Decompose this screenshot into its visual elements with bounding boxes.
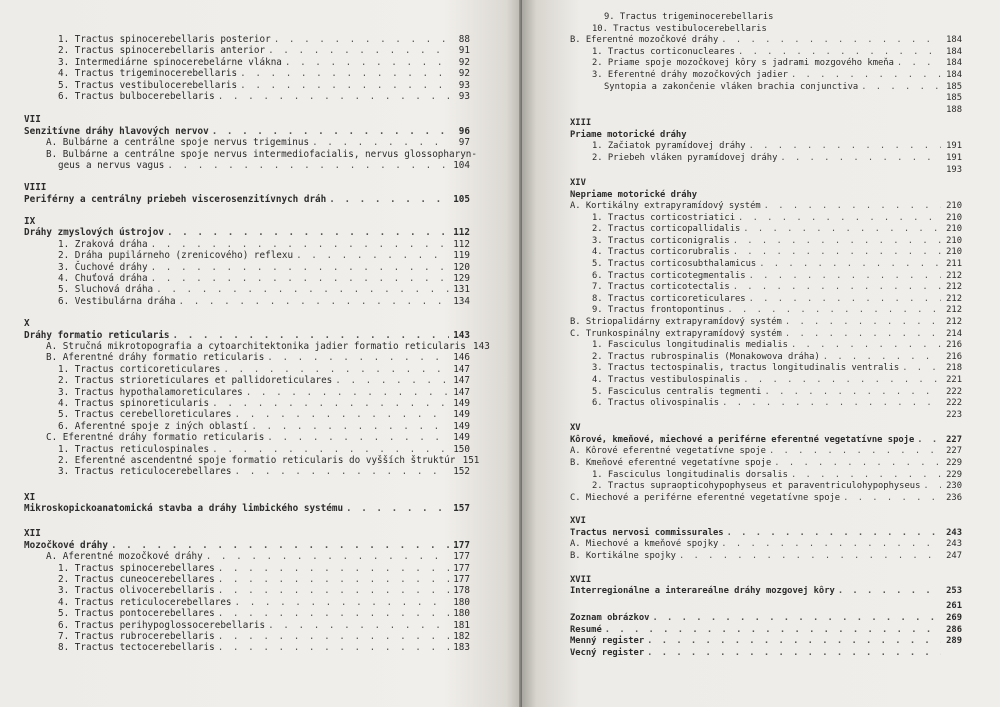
toc-entry: 1. Tractus corticonucleares . . . 184: [570, 47, 962, 59]
toc-entry: geus a nervus vagus . . . 104: [24, 160, 470, 171]
toc-entry: 1. Začiatok pyramídovej dráhy . . . 191: [570, 141, 962, 153]
chapter-number: XIV: [570, 178, 586, 189]
back-matter: [570, 601, 962, 659]
chapter-number: VII: [24, 114, 41, 126]
toc-entry: 1. Tractus spinocerebellaris posterior . . . 88: [24, 34, 470, 45]
toc-entry: 5. Sluchová dráha . . . 131: [24, 284, 470, 295]
chapter-viii: [24, 182, 470, 205]
chapter-xii: [24, 528, 470, 653]
toc-entry: 5. Tractus pontocerebellares . . . 180: [24, 608, 470, 619]
toc-entry: 3. Eferentné dráhy mozočkových jadier . . . 184: [570, 70, 962, 82]
toc-entry: 2. Tractus rubrospinalis (Monakowova dráha) . . . 216: [570, 352, 962, 364]
toc-entry: C. Trunkospinálny extrapyramídový systém . . . 214: [570, 329, 962, 341]
chapter-number: IX: [24, 216, 36, 228]
chapter-vii: [24, 114, 477, 171]
toc-entry: 9. Tractus trigeminocerebellaris: [604, 12, 774, 22]
toc-entry: 1. Fasciculus longitudinalis medialis . . . 216: [570, 340, 962, 352]
toc-entry: 185: [946, 93, 962, 104]
toc-entry: 3. Čuchové dráhy . . . 120: [24, 262, 470, 273]
toc-entry: 3. Tractus corticonigralis . . . 210: [570, 236, 962, 248]
toc-entry: 1. Tractus spinocerebellares . . . 177: [24, 563, 470, 574]
toc-entry: 261: [946, 601, 962, 612]
toc-entry: 1. Tractus reticulospinales . . . 150: [24, 444, 470, 455]
chapter-title: Senzitívne dráhy hlavových nervov . . . 96: [24, 126, 470, 137]
toc-entry: 223: [946, 409, 962, 420]
toc-entry: A. Kôrové eferentné vegetatívne spoje . . . 227: [570, 446, 962, 458]
toc-entry: 1. Fasciculus longitudinalis dorsalis . . . 229: [570, 470, 962, 482]
chapter-number: X: [24, 318, 30, 330]
chapter-number: VIII: [24, 182, 47, 194]
chapter-xiv: [570, 178, 962, 421]
toc-entry: 1. Zraková dráha . . . 112: [24, 239, 470, 250]
toc-entry: B. Kmeňové eferentné vegetatívne spoje . . . 229: [570, 458, 962, 470]
toc-entry: B. Bulbárne a centrálne spoje nervus intermediofacialis, nervus glossopharyn-: [46, 148, 477, 160]
toc-entry: A. Bulbárne a centrálne spoje nervus trigeminus . . . 97: [24, 137, 470, 148]
toc-entry: Resumé . . . 286: [570, 625, 962, 637]
toc-entry: 9. Tractus frontopontinus . . . 212: [570, 305, 962, 317]
toc-entry: 6. Tractus perihypoglossocerebellaris . . . 181: [24, 620, 470, 631]
chapter-title: Nepriame motorické dráhy: [570, 189, 698, 200]
toc-entry: C. Miechové a periférne eferentné vegetatívne spoje . . . 236: [570, 493, 962, 505]
chapter-number: XV: [570, 423, 581, 434]
toc-entry: 4. Tractus vestibulospinalis . . . 221: [570, 375, 962, 387]
toc-entry: 10. Tractus vestibulocerebellaris: [592, 23, 767, 34]
toc-entry: A. Kortikálny extrapyramídový systém . . . 210: [570, 201, 962, 213]
toc-entry: C. Eferentné dráhy formatio reticularis . . . 149: [24, 432, 470, 443]
chapter-number: XI: [24, 491, 36, 503]
chapter-title: Kôrové, kmeňové, miechové a periférne eferentné vegetatívne spoje . . . 227: [570, 435, 962, 447]
toc-entry: 3. Intermediárne spinocerebelárne vlákna . . . 92: [24, 57, 470, 68]
chapter-title: Mikroskopickoanatomická stavba a dráhy limbického systému . . . 157: [24, 503, 470, 514]
toc-entry: Syntopia a zakončenie vláken brachia conjunctiva . . . 185: [570, 82, 962, 94]
toc-entry: 6. Aferentné spoje z iných oblastí . . . 149: [24, 421, 470, 432]
toc-entry: 4. Tractus corticorubralis . . . 210: [570, 247, 962, 259]
toc-entry: 2. Tractus corticopallidalis . . . 210: [570, 224, 962, 236]
toc-entry: 188: [946, 104, 962, 115]
toc-entry: 7. Tractus rubrocerebellaris . . . 182: [24, 631, 470, 642]
toc-entry: 2. Dráha pupilárneho (zrenicového) reflexu . . . 119: [24, 250, 470, 261]
toc-entry: B. Striopalidárny extrapyramídový systém . . . 212: [570, 317, 962, 329]
chapter-xi: [24, 492, 470, 515]
toc-entry: 2. Tractus strioreticulares et pallidoreticulares . . . 147: [24, 375, 470, 386]
toc-entry: 193: [946, 164, 962, 175]
chapter-title: Dráhy formatio reticularis . . . 143: [24, 330, 470, 341]
toc-entry: B. Eferentné mozočkové dráhy . . . 184: [570, 35, 962, 47]
toc-entry: 4. Chuťová dráha . . . 129: [24, 273, 470, 284]
chapter-title: Interregionálne a interareálne dráhy mozgovej kôry . . . 253: [570, 586, 962, 598]
chapter-x: [24, 318, 490, 478]
toc-entry: 8. Tractus tectocerebellaris . . . 183: [24, 642, 470, 653]
toc-entry: 7. Tractus corticotectalis . . . 212: [570, 282, 962, 294]
chapter-number: XII: [24, 528, 41, 540]
toc-entry: 1. Tractus corticostriatici . . . 210: [570, 213, 962, 225]
toc-entry: 3. Tractus tectospinalis, tractus longitudinalis ventralis . . . 218: [570, 363, 962, 375]
toc-entry: 2. Tractus spinocerebellaris anterior . . . 91: [24, 45, 470, 56]
chapter-title: Periférny a centrálny priebeh viscerosenzitívnych dráh . . . 105: [24, 194, 470, 205]
toc-entry: Vecný register . . .: [570, 648, 962, 660]
toc-entry: A. Stručná mikrotopografia a cytoarchitektonika jadier formatio reticularis 143: [46, 340, 490, 352]
chapter-number: XIII: [570, 118, 592, 129]
toc-entry: 3. Tractus hypothalamoreticulares . . . 147: [24, 387, 470, 398]
toc-entry: 2. Priebeh vláken pyramídovej dráhy . . . 191: [570, 153, 962, 165]
chapter-title: Dráhy zmyslových ústrojov . . . 112: [24, 227, 470, 238]
chapter-ix: [24, 216, 470, 307]
toc-entry: 6. Tractus corticotegmentalis . . . 212: [570, 271, 962, 283]
toc-entry: Menný register . . . 289: [570, 636, 962, 648]
toc-entry: 5. Fasciculus centralis tegmenti . . . 222: [570, 387, 962, 399]
chapter-number: XVI: [570, 516, 586, 527]
toc-entry: 6. Tractus olivospinalis . . . 222: [570, 398, 962, 410]
chapter-title: Mozočkové dráhy . . . 177: [24, 540, 470, 551]
chapter-xiii: [570, 118, 962, 176]
toc-entry: 5. Tractus corticosubthalamicus . . . 211: [570, 259, 962, 271]
top-entries: [570, 12, 962, 116]
toc-entry: A. Aferentné mozočkové dráhy . . . 177: [24, 551, 470, 562]
chapter-xv: [570, 423, 962, 504]
toc-entry: 4. Tractus trigeminocerebellaris . . . 92: [24, 68, 470, 79]
right-page: [522, 0, 1000, 707]
chapter-xvii: [570, 575, 962, 598]
toc-entry: 3. Tractus olivocerebellaris . . . 178: [24, 585, 470, 596]
toc-entry: 2. Tractus supraopticohypophyseus et paraventriculohypophyseus . . . 230: [570, 481, 962, 493]
toc-entry: 3. Tractus reticulocerebellares . . . 152: [24, 466, 470, 477]
toc-entry: B. Aferentné dráhy formatio reticularis . . . 146: [24, 352, 470, 363]
toc-entry: 5. Tractus vestibulocerebellaris . . . 93: [24, 80, 470, 91]
toc-entry: 2. Tractus cuneocerebellares . . . 177: [24, 574, 470, 585]
toc-entry: Zoznam obrázkov . . . 269: [570, 613, 962, 625]
chapter-number: XVII: [570, 574, 592, 585]
toc-entry: A. Miechové a kmeňové spojky . . . 243: [570, 539, 962, 551]
toc-entry: 2. Priame spoje mozočkovej kôry s jadrami mozgového kmeňa . . . 184: [570, 58, 962, 70]
toc-entry: 8. Tractus corticoreticulares . . . 212: [570, 294, 962, 306]
chapter-title: Tractus nervosi commissurales . . . 243: [570, 528, 962, 540]
toc-entry: 5. Tractus cerebelloreticulares . . . 149: [24, 409, 470, 420]
chapter-title: Priame motorické dráhy: [570, 129, 687, 140]
toc-entry: 2. Eferentné ascendentné spoje formatio reticularis do vyšších štruktúr 151: [58, 454, 480, 466]
toc-entry: B. Kortikálne spojky . . . 247: [570, 551, 962, 563]
toc-entry: 6. Vestibulárna dráha . . . 134: [24, 296, 470, 307]
top-entries: [24, 34, 470, 102]
toc-entry: 6. Tractus bulbocerebellaris . . . 93: [24, 91, 470, 102]
toc-entry: 4. Tractus reticulocerebellares . . . 180: [24, 597, 470, 608]
toc-entry: 4. Tractus spinoreticularis . . . 149: [24, 398, 470, 409]
toc-entry: 1. Tractus corticoreticulares . . . 147: [24, 364, 470, 375]
chapter-xvi: [570, 516, 962, 562]
